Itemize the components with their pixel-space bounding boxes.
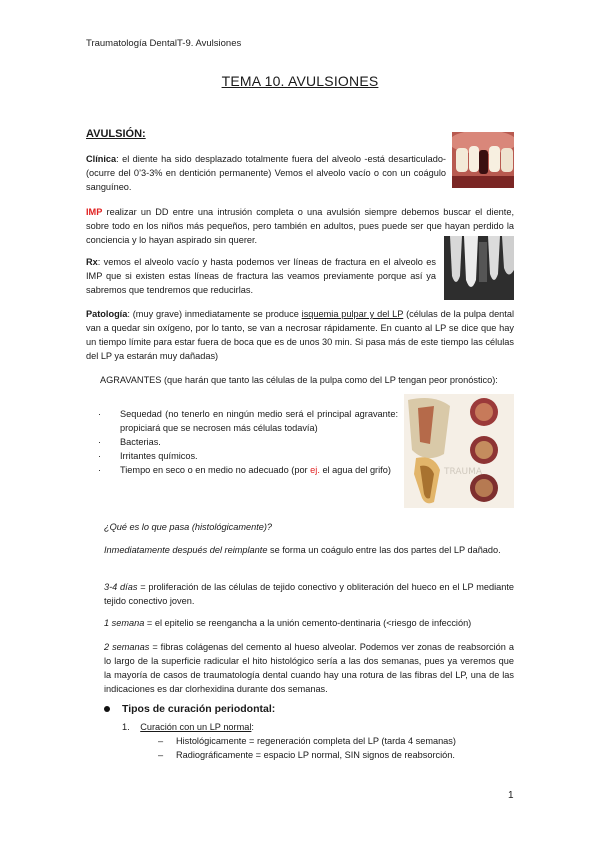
curacion-colon: : xyxy=(251,722,254,732)
agravantes-list xyxy=(86,407,398,477)
hist-item-3 xyxy=(104,640,514,696)
rx-text: : vemos el alveolo vacío y hasta podemos ver líneas de fractura en el alveolo es IMP que si existen estas líneas de fractura las veamos previamente porque así ya sabremos que tendremos que reducirlas. xyxy=(86,257,436,295)
imp-paragraph xyxy=(86,205,514,247)
hist-term: 2 semanas xyxy=(104,642,150,652)
imp-text: realizar un DD entre una intrusión completa o una avulsión siempre debemos buscar el diente, sobre todo en los niños más pequeños, pero también en adultos, pues puede ser que hayan perdido la conciencia y lo hayan aspirado sin querer. xyxy=(86,207,514,245)
agravante-item: · Bacterias. xyxy=(86,435,398,449)
hist-term: Inmediatamente después del reimplante xyxy=(104,545,268,555)
hist-term: 1 semana xyxy=(104,618,145,628)
page-header: Traumatología DentalT-9. Avulsiones xyxy=(86,38,242,49)
clinica-label: Clínica xyxy=(86,154,117,164)
section-heading: AVULSIÓN: xyxy=(86,128,146,140)
question-text: ¿Qué es lo que pasa (histológicamente)? xyxy=(104,522,273,532)
tipos-heading xyxy=(104,703,275,715)
curacion-label: Curación con un LP normal xyxy=(140,722,252,732)
curacion-subitem: – Radiográficamente = espacio LP normal, SIN signos de reabsorción. xyxy=(158,750,455,760)
hist-item-1 xyxy=(104,580,514,608)
patologia-text-2: (células de la pulpa dental van a quedar sin oxígeno, por lo tanto, se van a necrosar rápidamente. En cuanto al LP se dice que hay un tiempo límite para estar fuera de boca que es de unos 30 min. Si pasa más de este tiempo las células del LP ya estarán muy dañadas) xyxy=(86,309,514,361)
rx-paragraph xyxy=(86,255,436,297)
page-title: TEMA 10. AVULSIONES xyxy=(221,73,379,89)
avulsion-illustration xyxy=(404,394,514,508)
curacion-number: 1. xyxy=(122,722,130,732)
agravante-last-after: el agua del grifo) xyxy=(319,465,391,475)
page-number: 1 xyxy=(508,790,514,801)
tipos-heading-text: Tipos de curación periodontal: xyxy=(122,703,276,715)
hist-text: se forma un coágulo entre las dos partes del LP dañado. xyxy=(267,545,501,555)
curacion-subitem: – Histológicamente = regeneración completa del LP (tarda 4 semanas) xyxy=(158,736,456,746)
clinica-text: : el diente ha sido desplazado totalmente fuera del alveolo -está desarticulado- (ocurre del 0’3-3% en dentición permanente) Vemos el alveolo vacío o con un coágulo sanguíneo. xyxy=(86,154,446,192)
hist-text: = fibras colágenas del cemento al hueso alveolar. Podemos ver zonas de reabsorción a lo largo de la superficie radicular el hito histológico sería a las dos semanas, pues ya veremos que la mayoría de casos de traumatología dental cuando hay una rotura de las fibras del LP, una de las indicaciones es dar clorhexidina durante dos semanas. xyxy=(104,642,514,694)
bullet-dot xyxy=(104,706,110,712)
illustration-watermark: TRAUMA xyxy=(444,467,483,477)
agravante-item: · Irritantes químicos. xyxy=(86,449,398,463)
hist-item-2 xyxy=(104,616,514,630)
hist-text: = proliferación de las células de tejido conectivo y obliteración del hueco en el LP mediante tejido conectivo joven. xyxy=(104,582,514,606)
clinica-paragraph xyxy=(86,152,446,194)
agravantes-intro xyxy=(86,373,514,387)
agravante-item: · Sequedad (no tenerlo en ningún medio será el principal agravante: propiciará que se necrosen más células todavía) xyxy=(86,407,398,435)
agravante-last-before: Tiempo en seco o en medio no adecuado (por xyxy=(120,465,311,475)
curacion-subitems xyxy=(158,734,514,762)
rx-label: Rx xyxy=(86,257,98,267)
curacion-item xyxy=(122,720,514,734)
patologia-label: Patología xyxy=(86,309,128,319)
patologia-underlined: isquemia pulpar y del LP xyxy=(301,309,404,319)
imp-label: IMP xyxy=(86,207,103,217)
agravante-item-last xyxy=(86,463,398,477)
histology-question xyxy=(104,520,514,534)
agravante-last-red: ej. xyxy=(310,465,320,475)
hist-item-0 xyxy=(104,543,514,557)
hist-text: = el epitelio se reengancha a la unión cemento-dentinaria (<riesgo de infección) xyxy=(144,618,472,628)
patologia-text-1: : (muy grave) inmediatamente se produce xyxy=(127,309,302,319)
patologia-paragraph xyxy=(86,307,514,363)
clinical-photo xyxy=(452,132,514,188)
hist-term: 3-4 días xyxy=(104,582,138,592)
agravantes-intro-text: AGRAVANTES (que harán que tanto las células de la pulpa como del LP tengan peor pronóstico): xyxy=(100,375,498,385)
